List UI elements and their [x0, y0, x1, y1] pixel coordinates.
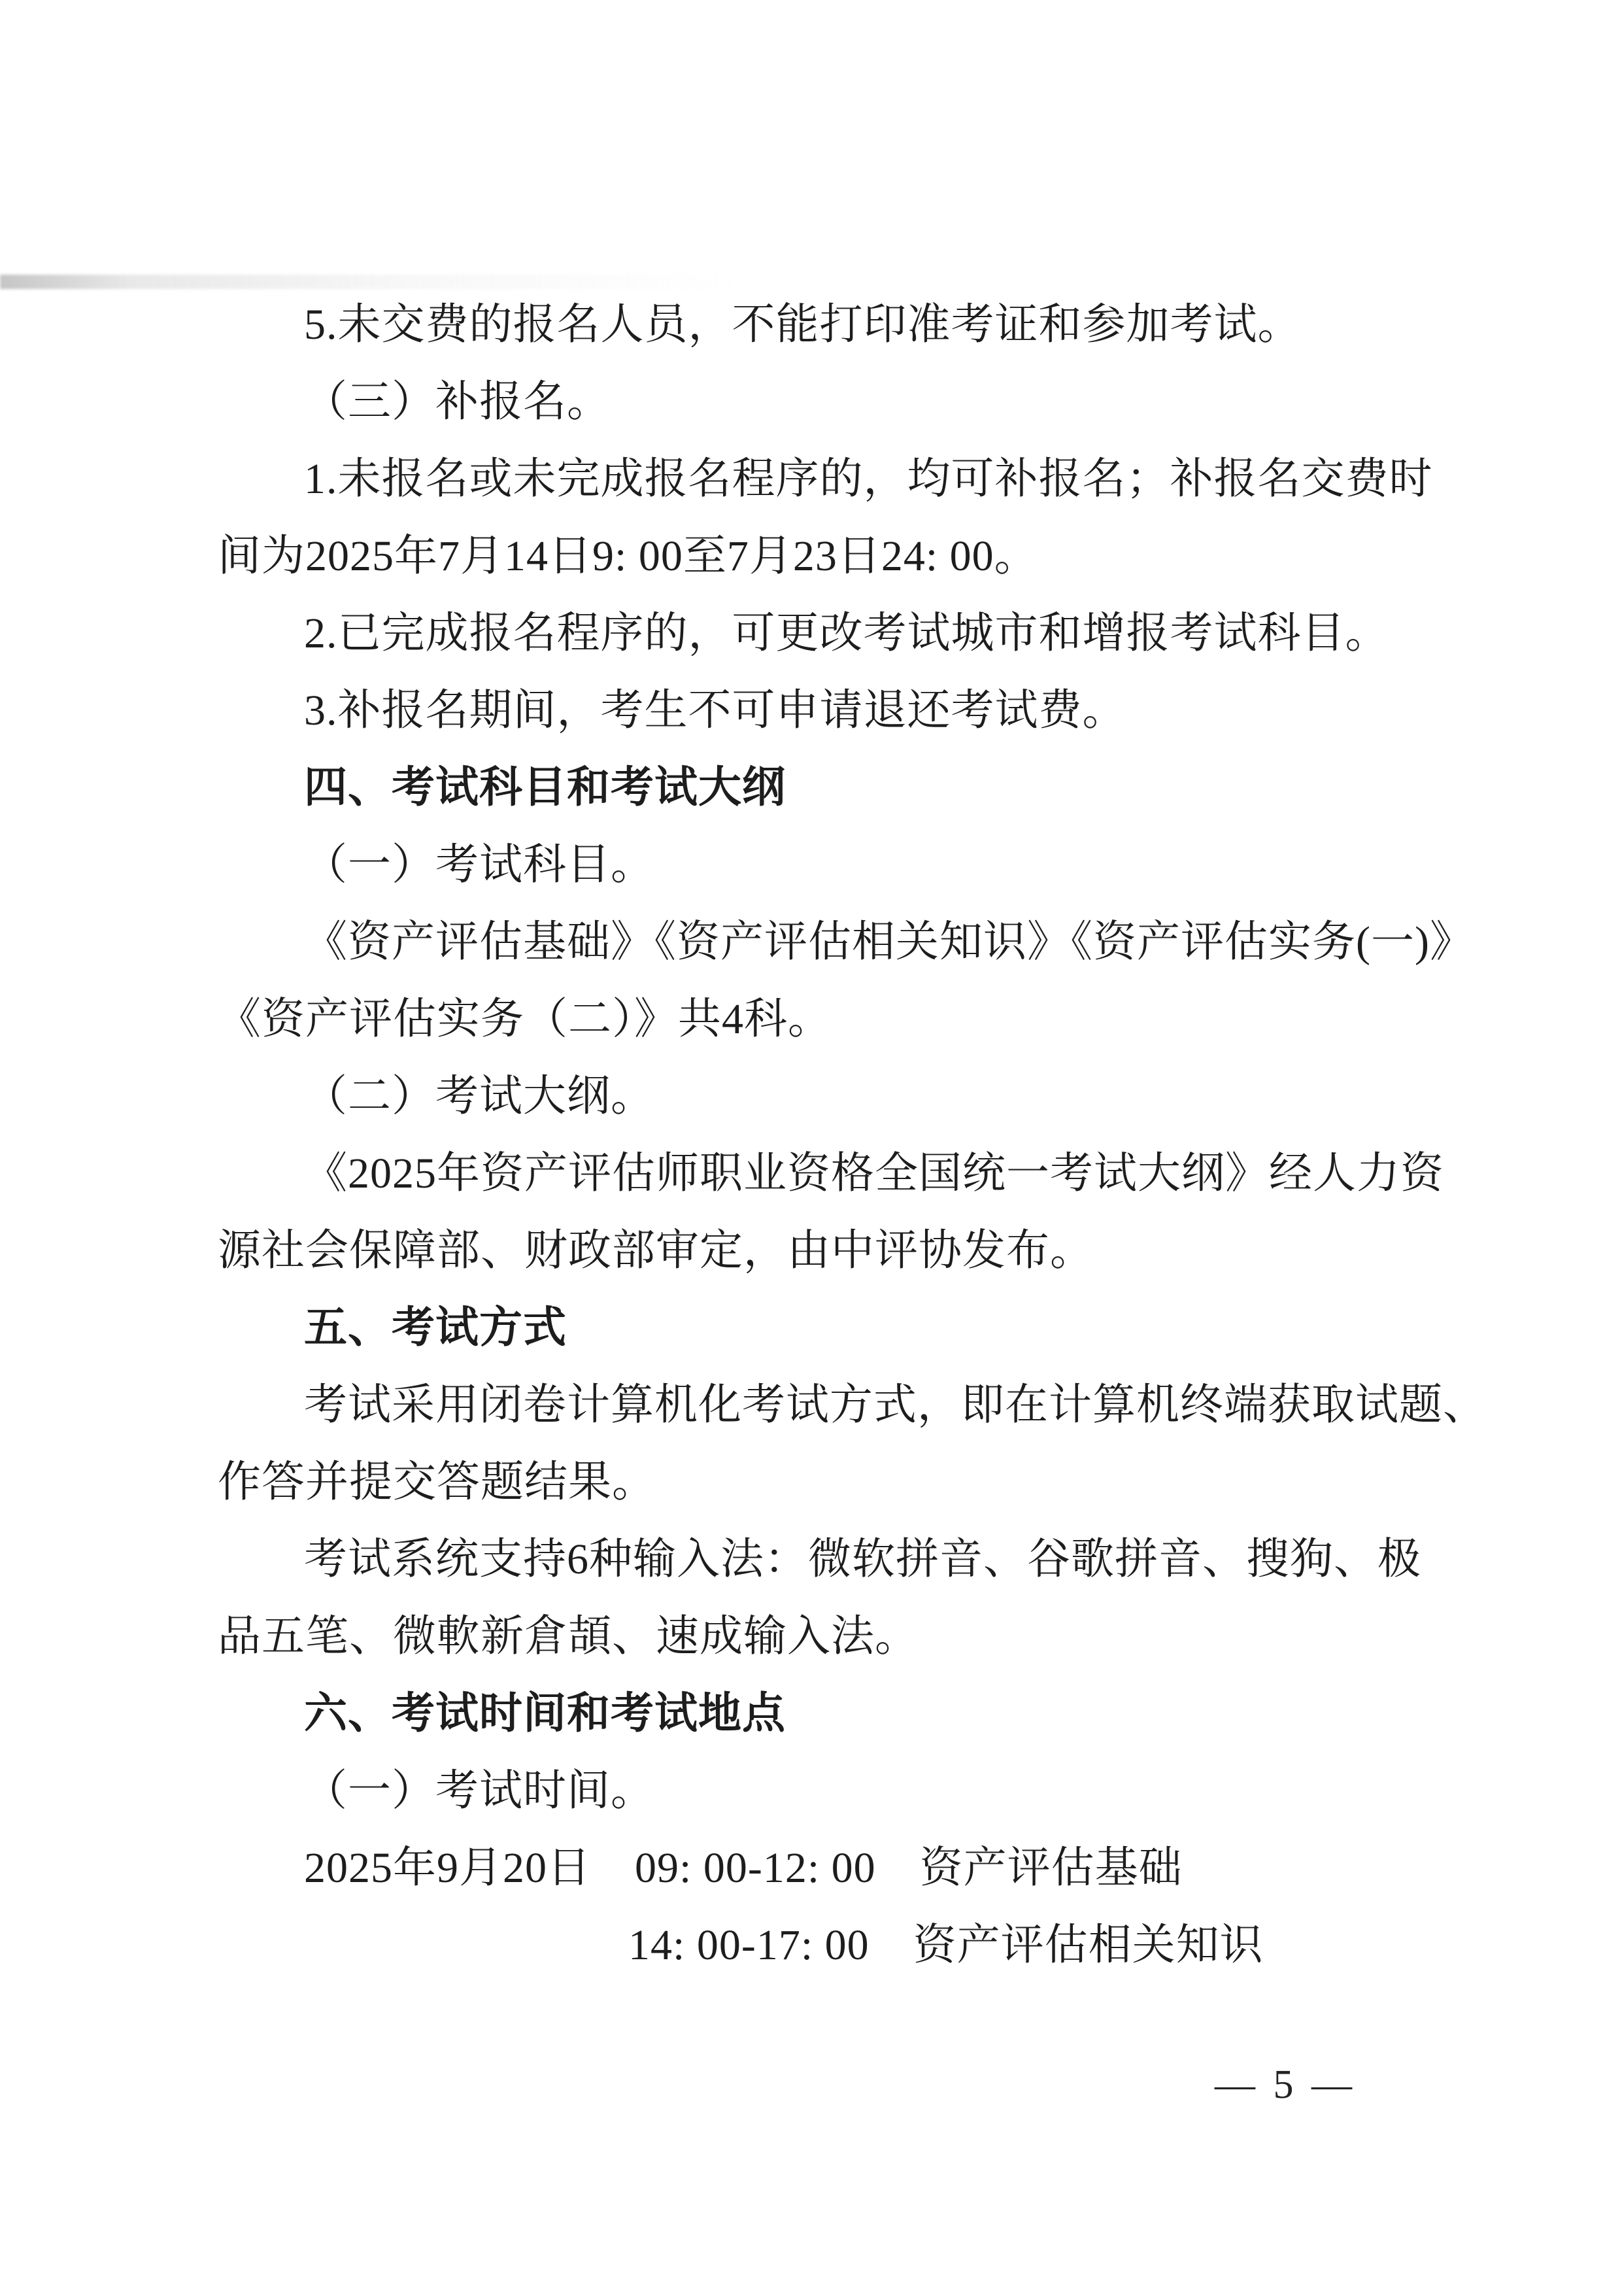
text-line: 3.补报名期间，考生不可申请退还考试费。: [304, 687, 1126, 734]
exam-time-line: 2025年9月20日 09: 00-12: 00 资产评估基础: [304, 1844, 1183, 1892]
text-line: 1.未报名或未完成报名程序的，均可补报名；补报名交费时: [304, 455, 1433, 503]
text-line: 源社会保障部、财政部审定，由中评协发布。: [218, 1227, 1094, 1275]
text-line: （二）考试大纲。: [304, 1072, 654, 1120]
text-line: 2.已完成报名程序的，可更改考试城市和增报考试科目。: [304, 609, 1389, 657]
text-line: 《2025年资产评估师职业资格全国统一考试大纲》经人力资: [304, 1150, 1444, 1197]
text-line: 《资产评估基础》《资产评估相关知识》《资产评估实务(一)》: [304, 918, 1474, 966]
text-line: （三）补报名。: [304, 378, 611, 426]
text-line: 5.未交费的报名人员，不能打印准考证和参加考试。: [304, 301, 1302, 349]
section-heading: 四、考试科目和考试大纲: [304, 764, 786, 812]
section-heading: 五、考试方式: [304, 1304, 567, 1352]
page-number: — 5 —: [1215, 2063, 1356, 2107]
document-body: [218, 286, 1487, 1984]
text-line: 《资产评估实务（二）》共4科。: [218, 995, 832, 1043]
text-line: 间为2025年7月14日9: 00至7月23日24: 00。: [218, 532, 1038, 580]
text-line: 考试采用闭卷计算机化考试方式，即在计算机终端获取试题、: [304, 1381, 1487, 1429]
text-line: 考试系统支持6种输入法：微软拼音、谷歌拼音、搜狗、极: [304, 1535, 1421, 1583]
text-line: 作答并提交答题结果。: [218, 1458, 656, 1506]
text-line: （一）考试科目。: [304, 841, 654, 889]
text-line: 品五笔、微軟新倉頡、速成输入法。: [218, 1613, 919, 1660]
text-line: （一）考试时间。: [304, 1767, 654, 1815]
exam-time-line: 14: 00-17: 00 资产评估相关知识: [628, 1921, 1264, 1969]
section-heading: 六、考试时间和考试地点: [304, 1690, 786, 1738]
